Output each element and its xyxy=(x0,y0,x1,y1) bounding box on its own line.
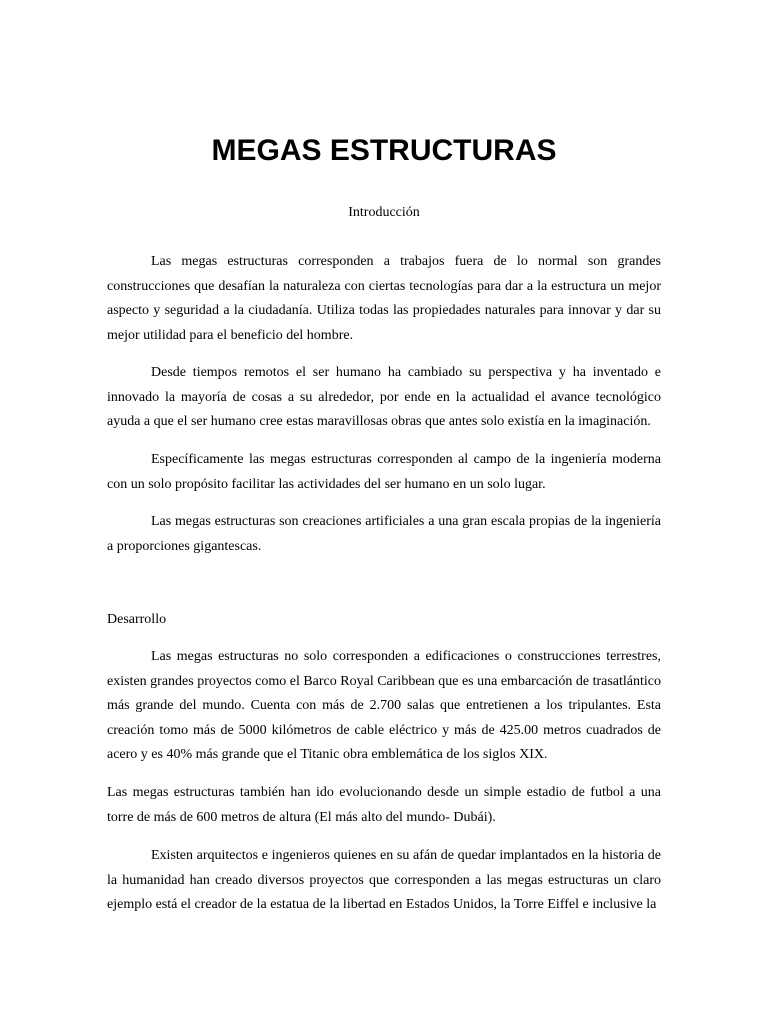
paragraph-intro-3: Específicamente las megas estructuras corresponden al campo de la ingeniería moderna con un solo propósito facilitar las actividades del ser humano en un solo lugar. xyxy=(107,452,661,492)
paragraph-development-1: Las megas estructuras no solo corresponden a edificaciones o construcciones terrestres, existen grandes proyectos como el Barco Royal Caribbean que es una embarcación de trasatlántico más grande del mundo. Cuenta con más de 2.700 salas que entretienen a los tripulantes. Esta creación tomo más de 5000 kilómetros de cable eléctrico y más de 425.00 metros cuadrados de acero y es 40% más grande que el Titanic obra emblemática de los siglos XIX. xyxy=(107,649,661,762)
paragraph-development-2: Las megas estructuras también han ido evolucionando desde un simple estadio de futbol a una torre de más de 600 metros de altura (El más alto del mundo- Dubái). xyxy=(107,785,661,825)
paragraph-development-3: Existen arquitectos e ingenieros quienes en su afán de quedar implantados en la historia de la humanidad han creado diversos proyectos que corresponden a las megas estructuras un claro ejemplo está el creador de la estatua de la libertad en Estados Unidos, la Torre Eiffel e inclusive la xyxy=(107,848,661,912)
section-heading-desarrollo: Desarrollo xyxy=(107,612,167,627)
paragraph-intro-1: Las megas estructuras corresponden a trabajos fuera de lo normal son grandes construcciones que desafían la naturaleza con ciertas tecnologías para dar a la estructura un mejor aspecto y seguridad a la ciudadanía. Utiliza todas las propiedades naturales para innovar y dar su mejor utilidad para el beneficio del hombre. xyxy=(107,254,661,343)
paragraph-intro-4: Las megas estructuras son creaciones artificiales a una gran escala propias de la ingeniería a proporciones gigantescas. xyxy=(107,514,661,554)
document-title: MEGAS ESTRUCTURAS xyxy=(211,134,557,167)
section-heading-introduccion: Introducción xyxy=(348,205,420,220)
paragraph-intro-2: Desde tiempos remotos el ser humano ha cambiado su perspectiva y ha inventado e innovado la mayoría de cosas a su alrededor, por ende en la actualidad el avance tecnológico ayuda a que el ser humano cree estas maravillosas obras que antes solo existía en la imaginación. xyxy=(107,365,661,429)
